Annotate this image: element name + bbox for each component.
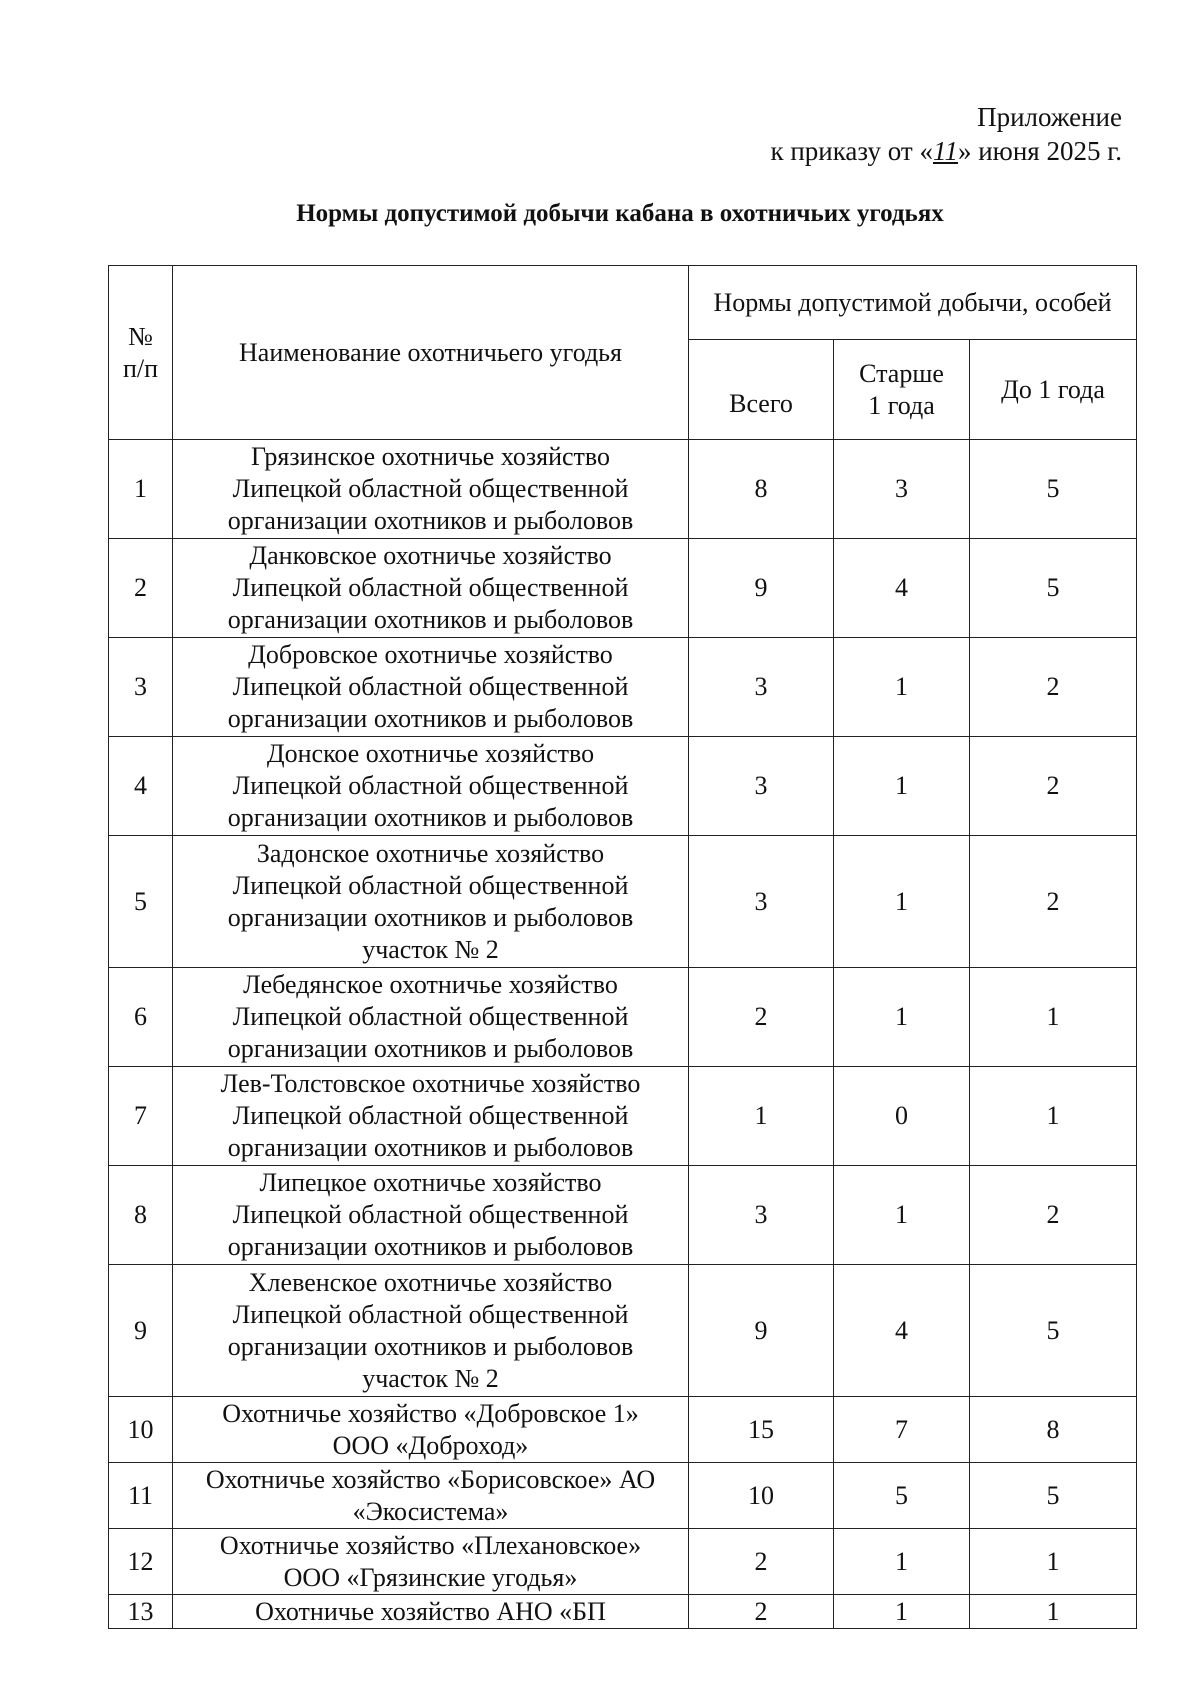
total-cell: 3 bbox=[689, 1166, 834, 1265]
total-cell: 8 bbox=[689, 440, 834, 539]
row-number-cell: 10 bbox=[109, 1397, 173, 1463]
table-row bbox=[109, 1067, 1137, 1166]
table-row bbox=[109, 1529, 1137, 1595]
col-group-header: Нормы допустимой добычи, особей bbox=[689, 266, 1137, 340]
col-num-header: № п/п bbox=[109, 266, 173, 440]
older-than-1-year-cell: 1 bbox=[834, 836, 970, 968]
hunting-ground-name-cell: Охотничье хозяйство АНО «БП bbox=[173, 1595, 689, 1629]
table-row bbox=[109, 1595, 1137, 1629]
total-cell: 15 bbox=[689, 1397, 834, 1463]
older-than-1-year-cell: 3 bbox=[834, 440, 970, 539]
row-number-cell: 1 bbox=[109, 440, 173, 539]
col-under-header: До 1 года bbox=[970, 340, 1137, 440]
total-cell: 2 bbox=[689, 1529, 834, 1595]
under-1-year-cell: 1 bbox=[970, 1595, 1137, 1629]
hunting-ground-name-cell: Добровское охотничье хозяйство Липецкой областной общественной организации охотников и рыболовов bbox=[173, 638, 689, 737]
table-row bbox=[109, 1166, 1137, 1265]
row-number-cell: 6 bbox=[109, 968, 173, 1067]
hunting-ground-name-cell: Охотничье хозяйство «Добровское 1» ООО «Доброход» bbox=[173, 1397, 689, 1463]
total-cell: 10 bbox=[689, 1463, 834, 1529]
table-row bbox=[109, 968, 1137, 1067]
table-row bbox=[109, 1397, 1137, 1463]
hunting-ground-name-cell: Донское охотничье хозяйство Липецкой областной общественной организации охотников и рыболовов bbox=[173, 737, 689, 836]
total-cell: 2 bbox=[689, 1595, 834, 1629]
under-1-year-cell: 5 bbox=[970, 1463, 1137, 1529]
order-suffix: » июня 2025 г. bbox=[957, 136, 1122, 166]
table-row bbox=[109, 1265, 1137, 1397]
appendix-header bbox=[770, 100, 1122, 168]
row-number-cell: 9 bbox=[109, 1265, 173, 1397]
hunting-ground-name-cell: Хлевенское охотничье хозяйство Липецкой областной общественной организации охотников и рыболовов участок № 2 bbox=[173, 1265, 689, 1397]
total-cell: 3 bbox=[689, 836, 834, 968]
under-1-year-cell: 2 bbox=[970, 638, 1137, 737]
total-cell: 9 bbox=[689, 539, 834, 638]
row-number-cell: 5 bbox=[109, 836, 173, 968]
table-row bbox=[109, 638, 1137, 737]
older-than-1-year-cell: 4 bbox=[834, 539, 970, 638]
table-row bbox=[109, 440, 1137, 539]
hunting-ground-name-cell: Охотничье хозяйство «Плехановское» ООО «Грязинские угодья» bbox=[173, 1529, 689, 1595]
header-row-1 bbox=[109, 266, 1137, 340]
older-than-1-year-cell: 1 bbox=[834, 1166, 970, 1265]
under-1-year-cell: 1 bbox=[970, 1529, 1137, 1595]
document-title: Нормы допустимой добычи кабана в охотничьих угодьях bbox=[296, 200, 944, 227]
table-body bbox=[109, 440, 1137, 1629]
row-number-cell: 13 bbox=[109, 1595, 173, 1629]
row-number-cell: 11 bbox=[109, 1463, 173, 1529]
older-than-1-year-cell: 1 bbox=[834, 737, 970, 836]
older-than-1-year-cell: 1 bbox=[834, 638, 970, 737]
order-prefix: к приказу от « bbox=[770, 136, 933, 166]
under-1-year-cell: 2 bbox=[970, 737, 1137, 836]
hunting-ground-name-cell: Липецкое охотничье хозяйство Липецкой областной общественной организации охотников и рыболовов bbox=[173, 1166, 689, 1265]
total-cell: 2 bbox=[689, 968, 834, 1067]
hunting-ground-name-cell: Грязинское охотничье хозяйство Липецкой областной общественной организации охотников и рыболовов bbox=[173, 440, 689, 539]
hunting-ground-name-cell: Охотничье хозяйство «Борисовское» АО «Экосистема» bbox=[173, 1463, 689, 1529]
row-number-cell: 12 bbox=[109, 1529, 173, 1595]
row-number-cell: 3 bbox=[109, 638, 173, 737]
under-1-year-cell: 8 bbox=[970, 1397, 1137, 1463]
col-name-header: Наименование охотничьего угодья bbox=[173, 266, 689, 440]
hunting-ground-name-cell: Лев-Толстовское охотничье хозяйство Липецкой областной общественной организации охотников и рыболовов bbox=[173, 1067, 689, 1166]
total-cell: 3 bbox=[689, 737, 834, 836]
total-cell: 9 bbox=[689, 1265, 834, 1397]
under-1-year-cell: 2 bbox=[970, 836, 1137, 968]
row-number-cell: 2 bbox=[109, 539, 173, 638]
total-cell: 1 bbox=[689, 1067, 834, 1166]
under-1-year-cell: 2 bbox=[970, 1166, 1137, 1265]
older-than-1-year-cell: 1 bbox=[834, 1529, 970, 1595]
col-older-header: Старше 1 года bbox=[834, 340, 970, 440]
row-number-cell: 7 bbox=[109, 1067, 173, 1166]
older-than-1-year-cell: 4 bbox=[834, 1265, 970, 1397]
older-than-1-year-cell: 1 bbox=[834, 968, 970, 1067]
hunting-ground-name-cell: Данковское охотничье хозяйство Липецкой областной общественной организации охотников и рыболовов bbox=[173, 539, 689, 638]
older-than-1-year-cell: 5 bbox=[834, 1463, 970, 1529]
row-number-cell: 8 bbox=[109, 1166, 173, 1265]
under-1-year-cell: 5 bbox=[970, 440, 1137, 539]
table-row bbox=[109, 737, 1137, 836]
older-than-1-year-cell: 7 bbox=[834, 1397, 970, 1463]
table-row bbox=[109, 1463, 1137, 1529]
under-1-year-cell: 5 bbox=[970, 539, 1137, 638]
hunting-ground-name-cell: Задонское охотничье хозяйство Липецкой областной общественной организации охотников и рыболовов участок № 2 bbox=[173, 836, 689, 968]
row-number-cell: 4 bbox=[109, 737, 173, 836]
order-day: 11 bbox=[932, 136, 958, 166]
under-1-year-cell: 1 bbox=[970, 1067, 1137, 1166]
col-total-header: Всего bbox=[689, 340, 834, 440]
appendix-label: Приложение bbox=[977, 102, 1122, 132]
hunting-ground-name-cell: Лебедянское охотничье хозяйство Липецкой областной общественной организации охотников и рыболовов bbox=[173, 968, 689, 1067]
older-than-1-year-cell: 1 bbox=[834, 1595, 970, 1629]
table-row bbox=[109, 836, 1137, 968]
under-1-year-cell: 1 bbox=[970, 968, 1137, 1067]
table-row bbox=[109, 539, 1137, 638]
total-cell: 3 bbox=[689, 638, 834, 737]
older-than-1-year-cell: 0 bbox=[834, 1067, 970, 1166]
order-reference bbox=[770, 134, 1122, 168]
under-1-year-cell: 5 bbox=[970, 1265, 1137, 1397]
norms-table bbox=[108, 265, 1137, 1629]
